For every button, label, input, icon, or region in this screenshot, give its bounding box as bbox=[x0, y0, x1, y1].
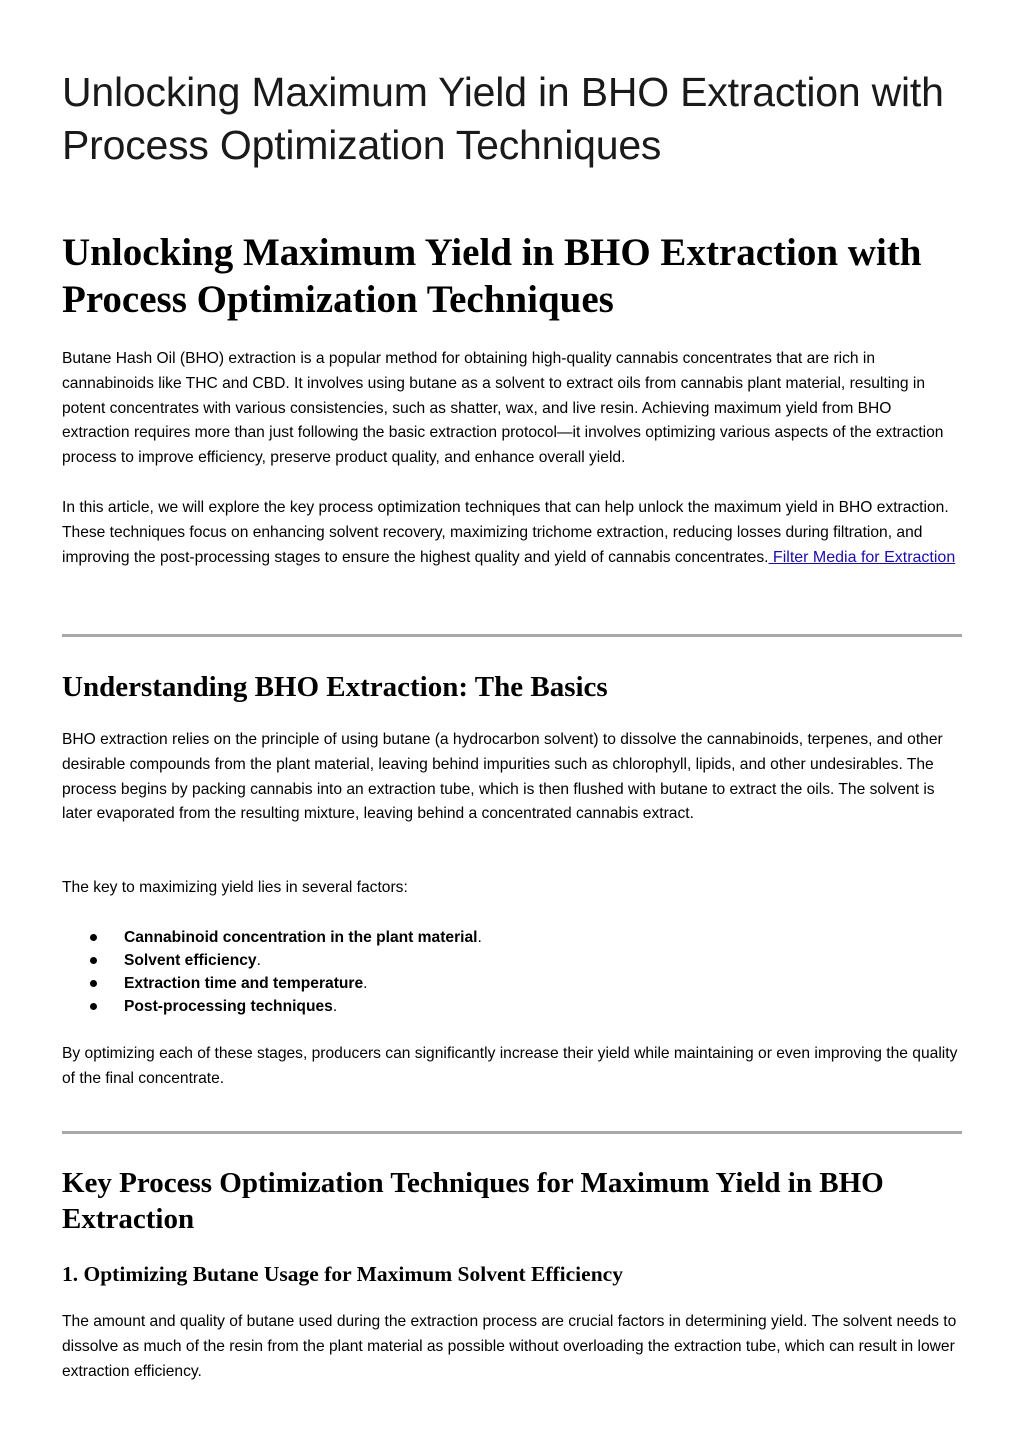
list-item bbox=[62, 995, 962, 1018]
bullet-icon bbox=[90, 934, 97, 941]
section-heading-basics: Understanding BHO Extraction: The Basics bbox=[62, 671, 608, 703]
intro-paragraph-1: Butane Hash Oil (BHO) extraction is a popular method for obtaining high-quality cannabis concentrates that are rich in cannabinoids like THC and CBD. It involves using butane as a solvent to extract oils from cannabis plant material, resulting in potent concentrates with various consistencies, such as shatter, wax, and live resin. Achieving maximum yield from BHO extraction requires more than just following the basic extraction protocol—it involves optimizing various aspects of the extraction process to improve efficiency, preserve product quality, and enhance overall yield. bbox=[62, 350, 944, 467]
section-divider bbox=[62, 634, 962, 637]
factor-suffix: . bbox=[256, 952, 261, 969]
bullet-icon bbox=[90, 980, 97, 987]
factor-label: Cannabinoid concentration in the plant material bbox=[124, 929, 478, 946]
bullet-icon bbox=[90, 957, 97, 964]
yield-factors-list bbox=[62, 926, 962, 1018]
intro-paragraph-2 bbox=[62, 496, 962, 570]
basics-paragraph-2: The key to maximizing yield lies in several factors: bbox=[62, 879, 408, 896]
factor-suffix: . bbox=[477, 929, 482, 946]
intro-paragraph-2-text: In this article, we will explore the key process optimization techniques that can help unlock the maximum yield in BHO extraction. These techniques focus on enhancing solvent recovery, maximizing trichome extraction, reducing losses during filtration, and improving the post-processing stages to ensure the highest quality and yield of cannabis concentrates. bbox=[62, 499, 949, 566]
subheading-butane-usage: 1. Optimizing Butane Usage for Maximum Solvent Efficiency bbox=[62, 1262, 623, 1286]
factor-suffix: . bbox=[363, 975, 368, 992]
list-item bbox=[62, 949, 962, 972]
article-heading: Unlocking Maximum Yield in BHO Extraction with Process Optimization Techniques bbox=[62, 231, 922, 321]
section-heading-techniques: Key Process Optimization Techniques for Maximum Yield in BHO Extraction bbox=[62, 1167, 884, 1235]
butane-paragraph-1: The amount and quality of butane used during the extraction process are crucial factors in determining yield. The solvent needs to dissolve as much of the resin from the plant material as possible without overloading the extraction tube, which can result in lower extraction efficiency. bbox=[62, 1313, 957, 1380]
factor-label: Solvent efficiency bbox=[124, 952, 257, 969]
filter-media-link[interactable]: Filter Media for Extraction bbox=[768, 548, 956, 566]
list-item bbox=[62, 972, 962, 995]
section-divider bbox=[62, 1131, 962, 1134]
basics-paragraph-1: BHO extraction relies on the principle of using butane (a hydrocarbon solvent) to dissolve the cannabinoids, terpenes, and other desirable compounds from the plant material, leaving behind impurities such as chlorophyll, lipids, and other undesirables. The process begins by packing cannabis into an extraction tube, which is then flushed with butane to extract the oils. The solvent is later evaporated from the resulting mixture, leaving behind a concentrated cannabis extract. bbox=[62, 731, 943, 823]
basics-paragraph-3: By optimizing each of these stages, producers can significantly increase their yield while maintaining or even improving the quality of the final concentrate. bbox=[62, 1045, 958, 1087]
list-item bbox=[62, 926, 962, 949]
document-title: Unlocking Maximum Yield in BHO Extraction with Process Optimization Techniques bbox=[62, 69, 944, 168]
bullet-icon bbox=[90, 1003, 97, 1010]
factor-suffix: . bbox=[332, 998, 338, 1015]
factor-label: Extraction time and temperature bbox=[124, 975, 364, 992]
factor-label: Post-processing techniques bbox=[124, 998, 333, 1015]
